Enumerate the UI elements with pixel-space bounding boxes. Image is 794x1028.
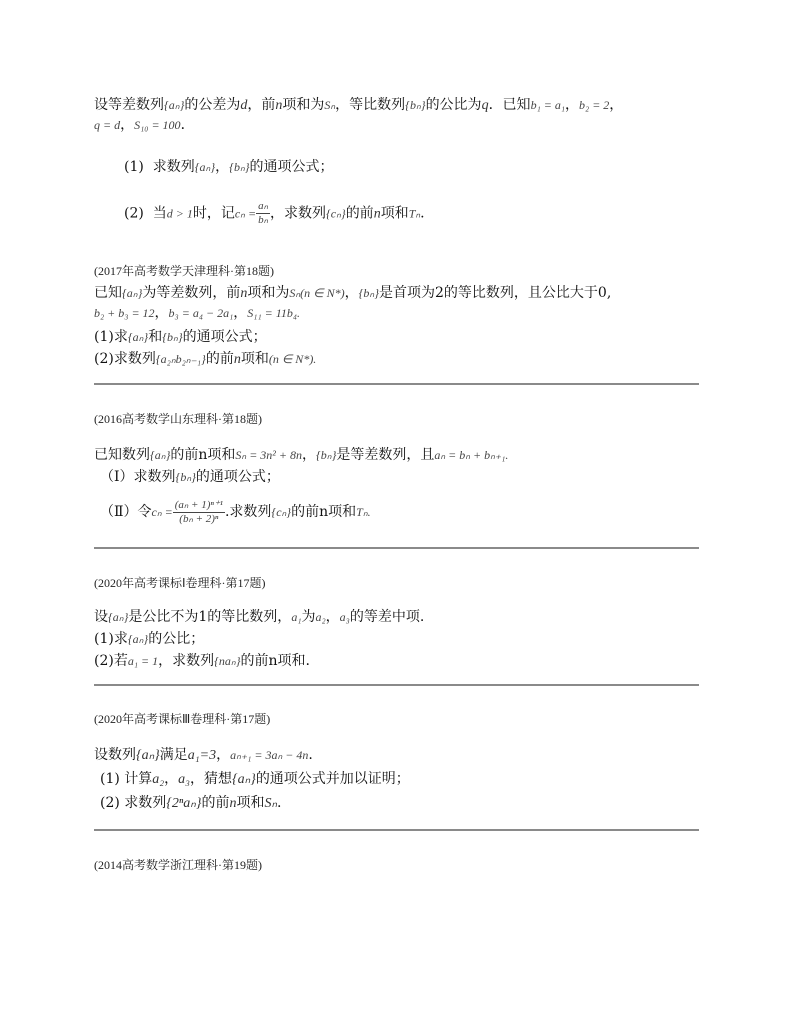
text: 的前n项和 bbox=[170, 447, 236, 463]
math-b2: b₂ = 2 bbox=[579, 98, 610, 112]
math: n bbox=[229, 796, 237, 811]
problem1-line2 bbox=[94, 116, 195, 134]
text: 是首项为2的等比数列，且公比大于0, bbox=[379, 285, 612, 301]
text: 的前 bbox=[345, 205, 374, 222]
math-q: q bbox=[481, 98, 489, 113]
math: {aₙ} bbox=[127, 632, 149, 646]
text: 设等差数列 bbox=[94, 97, 164, 113]
text: （Ⅰ）求数列 bbox=[100, 469, 176, 485]
problem3-line3 bbox=[100, 490, 371, 534]
text: 项和为 bbox=[247, 285, 290, 301]
problem1-q1 bbox=[124, 158, 334, 176]
problem6-source: (2014高考数学浙江理科·第19题) bbox=[94, 858, 262, 872]
problem4-line3 bbox=[94, 652, 310, 670]
section-divider bbox=[94, 547, 699, 549]
problem4-line1 bbox=[94, 608, 424, 626]
math: a₃ bbox=[339, 610, 350, 624]
text: 满足 bbox=[159, 747, 188, 763]
text: 求数列 bbox=[152, 159, 195, 175]
fraction-denominator: (bₙ + 2)ⁿ bbox=[179, 512, 219, 525]
problem5-line3 bbox=[100, 794, 282, 813]
text: 项和 bbox=[240, 351, 269, 367]
math: {aₙ} bbox=[194, 160, 216, 174]
fraction-denominator: bₙ bbox=[258, 214, 268, 226]
text: ， bbox=[164, 771, 179, 787]
fraction bbox=[173, 499, 225, 526]
problem1-line1 bbox=[94, 96, 623, 115]
text: 的通项公式； bbox=[249, 159, 334, 175]
math: aₙ = bₙ + bₙ₊₁. bbox=[434, 448, 509, 462]
text: 项和 bbox=[380, 205, 409, 222]
problem2-line3 bbox=[94, 328, 267, 346]
text: 为 bbox=[301, 609, 316, 625]
math: {aₙ} bbox=[136, 748, 160, 763]
math-an: {aₙ} bbox=[164, 98, 185, 112]
problem2-source: (2017年高考数学天津理科·第18题) bbox=[94, 264, 274, 278]
text: ， bbox=[344, 285, 359, 301]
math: S₁₁ = 11b₄. bbox=[247, 306, 300, 320]
text: (2) 求数列 bbox=[100, 795, 167, 811]
math: Tₙ. bbox=[356, 505, 371, 519]
problem3-line1 bbox=[94, 446, 508, 464]
math-s10: S₁₀ = 100 bbox=[134, 118, 181, 132]
math-bn: {bₙ} bbox=[405, 98, 426, 112]
problem2-line1 bbox=[94, 284, 611, 303]
math: n bbox=[240, 286, 248, 301]
text: (1)求 bbox=[94, 329, 128, 345]
problem3-line2 bbox=[100, 468, 280, 486]
fraction-numerator: aₙ bbox=[258, 200, 268, 212]
math: {aₙ} bbox=[122, 286, 143, 300]
math-d: d bbox=[240, 98, 248, 113]
section-divider bbox=[94, 829, 699, 831]
math: {aₙ} bbox=[127, 330, 149, 344]
text: (2)求数列 bbox=[94, 351, 156, 367]
text: ， bbox=[120, 117, 135, 133]
text: ． bbox=[180, 117, 195, 133]
math: Sₙ(n ∈ N*) bbox=[289, 286, 345, 300]
math: Sₙ bbox=[264, 796, 278, 811]
text: 的通项公式； bbox=[182, 329, 267, 345]
text: 和 bbox=[148, 329, 163, 345]
text: 当 bbox=[152, 205, 167, 222]
math: {bₙ} bbox=[358, 286, 380, 300]
problem5-line2 bbox=[100, 770, 410, 789]
math: {a₂ₙb₂ₙ₋₁} bbox=[155, 352, 206, 366]
text: （Ⅱ）令 bbox=[100, 504, 152, 520]
text: 的公比为 bbox=[425, 97, 482, 113]
math: a₃ bbox=[178, 772, 191, 787]
text: ，等比数列 bbox=[335, 97, 406, 113]
math: a₂ bbox=[315, 610, 326, 624]
problem2-line2 bbox=[94, 304, 300, 322]
section-divider bbox=[94, 383, 699, 385]
math: b₃ = a₄ − 2a₁ bbox=[168, 306, 234, 320]
text: .求数列 bbox=[224, 504, 272, 520]
text: ， bbox=[565, 97, 580, 113]
text: 的前n项和 bbox=[291, 504, 357, 520]
text: 项和 bbox=[236, 795, 265, 811]
text: ， bbox=[609, 97, 624, 113]
text: 是公比不为1的等比数列， bbox=[128, 609, 292, 625]
text: 已知数列 bbox=[94, 447, 150, 463]
text: ，前 bbox=[247, 97, 276, 113]
text: 的前 bbox=[201, 795, 230, 811]
fraction bbox=[256, 200, 270, 227]
math: aₙ₊₁ = 3aₙ − 4n bbox=[230, 748, 309, 762]
text: 的公差为 bbox=[184, 97, 241, 113]
math: {bₙ} bbox=[162, 330, 183, 344]
text: ，求数列 bbox=[269, 205, 326, 222]
math: (n ∈ N*). bbox=[268, 352, 317, 366]
text: ，求数列 bbox=[158, 653, 215, 669]
text: . bbox=[277, 795, 282, 811]
text: ．已知 bbox=[488, 97, 531, 113]
text: 的等差中项. bbox=[349, 609, 425, 625]
math: a₁=3 bbox=[187, 748, 217, 763]
math: {2ⁿaₙ} bbox=[166, 796, 202, 811]
math-n: n bbox=[275, 98, 283, 113]
problem1-q2 bbox=[124, 200, 425, 228]
math-qd: q = d bbox=[94, 118, 121, 132]
text: 的通项公式； bbox=[195, 469, 280, 485]
math: a₁ bbox=[291, 610, 302, 624]
math: Sₙ = 3n² + 8n bbox=[235, 448, 302, 462]
text: ， bbox=[154, 305, 169, 321]
text: ， bbox=[302, 447, 316, 463]
text: (1)求 bbox=[94, 631, 128, 647]
math-b1: b₁ = a₁ bbox=[530, 98, 566, 112]
text: 是等差数列，且 bbox=[336, 447, 435, 463]
math: {bₙ} bbox=[175, 470, 196, 484]
fraction-numerator: (aₙ + 1)ⁿ⁺¹ bbox=[174, 498, 223, 511]
math: {bₙ} bbox=[316, 448, 337, 462]
text: 设 bbox=[94, 609, 108, 625]
math-sn: Sₙ bbox=[324, 98, 336, 112]
math: {aₙ} bbox=[108, 610, 129, 624]
math: {cₙ} bbox=[325, 206, 346, 221]
math-cn: cₙ = bbox=[151, 505, 173, 519]
text: ， bbox=[215, 159, 230, 175]
math: {aₙ} bbox=[232, 772, 256, 787]
text: 的公比； bbox=[148, 631, 205, 647]
problem5-line1 bbox=[94, 746, 313, 765]
math: {bₙ} bbox=[229, 160, 250, 174]
math: a₂ bbox=[152, 772, 165, 787]
question-number: (1) bbox=[124, 159, 144, 175]
math: {cₙ} bbox=[271, 505, 292, 519]
text: 设数列 bbox=[94, 747, 136, 763]
text: (1) 计算 bbox=[100, 771, 153, 787]
question-number: (2) bbox=[124, 205, 144, 222]
text: 为等差数列，前 bbox=[142, 285, 241, 301]
text: ，猜想 bbox=[190, 771, 233, 787]
math: b₂ + b₃ = 12 bbox=[94, 306, 155, 320]
math: Tₙ bbox=[408, 206, 421, 221]
text: ， bbox=[233, 305, 248, 321]
text: ， bbox=[325, 609, 340, 625]
math-cn: cₙ = bbox=[234, 206, 257, 221]
text: . bbox=[308, 747, 313, 763]
text: . bbox=[420, 205, 425, 222]
math: d > 1 bbox=[166, 206, 193, 221]
math: {aₙ} bbox=[150, 448, 171, 462]
text: (2)若 bbox=[94, 653, 128, 669]
math: n bbox=[233, 352, 241, 367]
section-divider bbox=[94, 684, 699, 686]
text: 的前 bbox=[205, 351, 234, 367]
text: ， bbox=[216, 747, 231, 763]
text: 已知 bbox=[94, 285, 122, 301]
text: 时，记 bbox=[192, 205, 235, 222]
math: n bbox=[373, 206, 381, 222]
problem4-line2 bbox=[94, 630, 204, 648]
text: 的前n项和. bbox=[240, 653, 310, 669]
problem2-line4 bbox=[94, 350, 316, 369]
text: 项和为 bbox=[282, 97, 325, 113]
problem5-source: (2020年高考课标Ⅲ卷理科·第17题) bbox=[94, 712, 271, 726]
math: {naₙ} bbox=[214, 654, 241, 668]
problem3-source: (2016高考数学山东理科·第18题) bbox=[94, 412, 262, 426]
problem4-source: (2020年高考课标Ⅰ卷理科·第17题) bbox=[94, 576, 266, 590]
math: a₁ = 1 bbox=[127, 654, 159, 668]
text: 的通项公式并加以证明； bbox=[255, 771, 410, 787]
